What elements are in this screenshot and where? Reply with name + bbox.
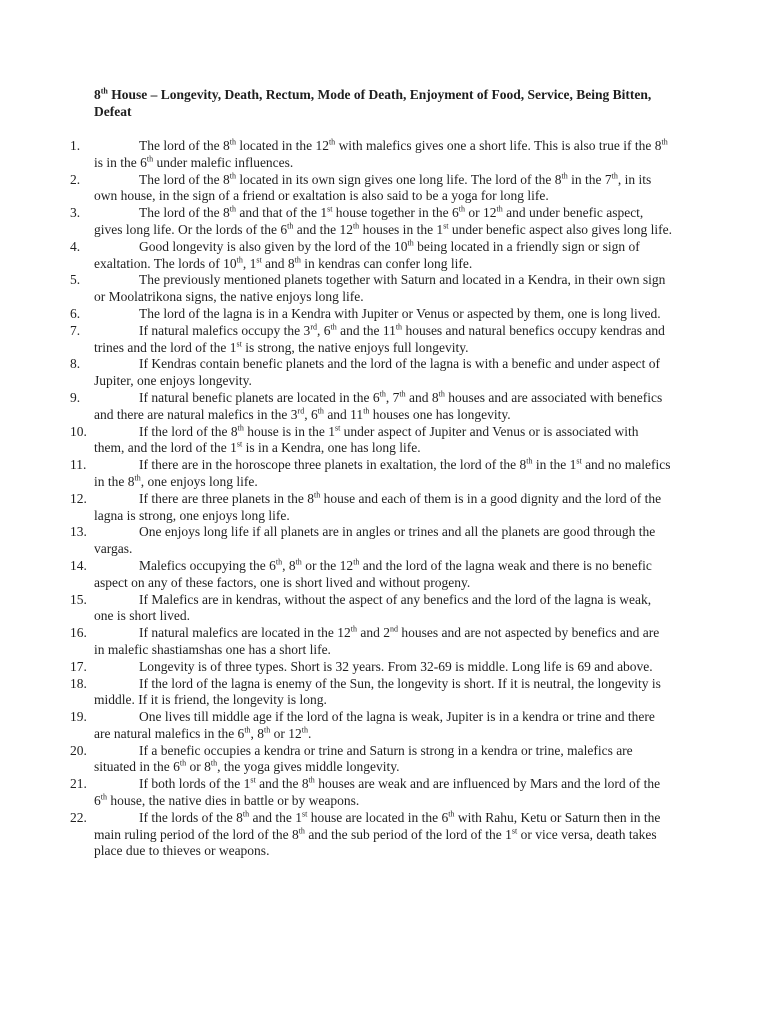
text-run: in kendras can confer long life. (300, 255, 473, 271)
list-item-number: 16. (70, 625, 87, 641)
list-item-text (94, 743, 672, 777)
ordinal-suffix: th (611, 171, 618, 181)
ordinal-suffix: st (250, 775, 256, 785)
text-run: houses are weak and are influenced by Mars and the lord of the 6 (94, 776, 661, 809)
list-item-number: 10. (70, 423, 87, 439)
text-run: One lives till middle age if the lord of the lagna is weak, Jupiter is in a kendra or trine and there are natural malefics in the 6 (94, 709, 655, 741)
list-item (0, 172, 768, 206)
text-run: house are located in the 6 (307, 809, 449, 825)
text-run: , 8 (282, 557, 296, 573)
list-item (0, 676, 768, 710)
ordinal-suffix: th (134, 473, 141, 483)
list-item-text (94, 776, 672, 810)
text-run: with Rahu, Ketu or Saturn then in the main ruling period of the lord of the 8 (94, 809, 661, 842)
text-run: Malefics occupying the 6 (139, 557, 276, 573)
text-run: located in its own sign gives one long life. The lord of the 8 (235, 171, 562, 187)
ordinal-suffix: rd (297, 406, 305, 416)
ordinal-suffix: th (236, 255, 243, 265)
list-item (0, 625, 768, 659)
text-run: If natural malefics occupy the 3 (139, 322, 311, 338)
ordinal-suffix: th (526, 456, 533, 466)
list-item-number: 18. (70, 675, 87, 691)
list-item (0, 138, 768, 172)
text-run: house, the native dies in battle or by weapons. (106, 793, 360, 809)
text-run: is strong, the native enjoys full longevity. (241, 339, 469, 355)
ordinal-suffix: th (242, 809, 250, 819)
text-run: and 8 (405, 389, 439, 405)
text-run: is in the 6 (94, 154, 147, 170)
text-run: with malefics gives one a short life. This is also true if the 8 (335, 138, 662, 153)
list-item-text (94, 659, 672, 676)
list-item (0, 390, 768, 424)
text-run: and the 1 (249, 809, 302, 825)
text-run: The lord of the lagna is in a Kendra with Jupiter or Venus or aspected by them, one is long lived. (139, 305, 661, 321)
list-item-text (94, 491, 672, 525)
list-item-text (94, 457, 672, 491)
text-run: If both lords of the 1 (139, 776, 251, 792)
text-run: One enjoys long life if all planets are in angles or trines and all the planets are good through the vargas. (94, 524, 656, 557)
ordinal-suffix: st (511, 826, 518, 836)
text-run: houses and natural benefics occupy kendras and trines and the lord of the 1 (94, 322, 665, 355)
text-run: , 6 (304, 406, 318, 422)
text-run: houses one has longevity. (369, 406, 511, 422)
list-item-number: 14. (70, 557, 87, 573)
ordinal-suffix: rd (310, 322, 317, 332)
ordinal-suffix: th (317, 406, 324, 416)
ordinal-suffix: st (301, 809, 308, 819)
list-item-number: 4. (70, 238, 81, 254)
ordinal-suffix: th (379, 389, 386, 399)
text-run: The previously mentioned planets together with Saturn and located in a Kendra, in their own sign or Moolatrikona signs, the native enjoys long life. (94, 272, 666, 305)
list-item (0, 323, 768, 357)
ordinal-suffix: th (661, 137, 668, 147)
ordinal-suffix: th (229, 204, 236, 214)
text-run: and the sub period of the lord of the 1 (304, 826, 512, 842)
text-run: If Kendras contain benefic planets and the lord of the lagna is with a benefic and under aspect of Jupiter, one enjoys longevity. (94, 356, 661, 389)
ordinal-suffix: th (353, 557, 360, 567)
list-item-number: 19. (70, 709, 87, 725)
list-item-number: 2. (70, 171, 81, 187)
ordinal-suffix: st (443, 221, 449, 231)
list-item (0, 306, 768, 323)
text-run: and the 12 (293, 221, 353, 237)
text-run: , 1 (242, 255, 257, 271)
list-item-number: 17. (70, 658, 87, 674)
heading-ordinal-suffix: th (100, 86, 108, 96)
list-item (0, 659, 768, 676)
text-run: under aspect of Jupiter and Venus or is associated with them, and the lord of the 1 (94, 423, 639, 456)
ordinal-suffix: th (395, 322, 403, 332)
text-run: The lord of the 8 (139, 138, 230, 153)
ordinal-suffix: st (334, 423, 341, 433)
text-run: or 8 (186, 759, 211, 775)
text-run: If there are in the horoscope three planets in exaltation, the lord of the 8 (139, 457, 527, 473)
list-item-number: 15. (70, 591, 87, 607)
text-run: and 11 (323, 406, 364, 422)
text-run: under benefic aspect also gives long life. (448, 221, 672, 237)
text-run: being located in a friendly sign or sign of exaltation. The lords of 10 (94, 238, 640, 271)
text-run: If the lord of the lagna is enemy of the Sun, the longevity is short. If it is neutral, the longevity is middle. If it is friend, the longevity is long. (94, 675, 661, 708)
list-item-text (94, 172, 672, 206)
list-item-text (94, 676, 672, 710)
list-item (0, 709, 768, 743)
ordinal-suffix: nd (390, 624, 399, 634)
text-run: and 2 (357, 625, 391, 641)
ordinal-suffix: th (210, 758, 218, 768)
list-item-text (94, 239, 672, 273)
text-run: or vice versa, death takes place due to thieves or weapons. (94, 826, 657, 859)
list-item-number: 1. (70, 138, 81, 153)
list-item-text (94, 709, 672, 743)
text-run: If a benefic occupies a kendra or trine and Saturn is strong in a kendra or trine, malefics are situated in the 6 (94, 742, 633, 775)
list-item (0, 424, 768, 458)
ordinal-suffix: th (294, 255, 301, 265)
ordinal-suffix: th (496, 204, 503, 214)
text-run: and the 11 (336, 322, 396, 338)
ordinal-suffix: th (295, 557, 302, 567)
list-item (0, 457, 768, 491)
ordinal-suffix: st (236, 339, 242, 349)
list-item (0, 743, 768, 777)
ordinal-suffix: th (363, 406, 370, 416)
ordinal-suffix: th (100, 792, 107, 802)
list-item (0, 776, 768, 810)
text-run: Good longevity is also given by the lord of the 10 (139, 238, 408, 254)
heading-number: 8 (94, 87, 101, 102)
list-item-number: 21. (70, 776, 87, 792)
text-run: under malefic influences. (153, 154, 294, 170)
ordinal-suffix: th (298, 826, 305, 836)
ordinal-suffix: th (399, 389, 406, 399)
list-item-number: 20. (70, 742, 87, 758)
ordinal-suffix: th (287, 221, 294, 231)
text-run: The lord of the 8 (139, 171, 230, 187)
list-item-number: 3. (70, 205, 81, 221)
text-run: houses and are associated with benefics and there are natural malefics in the 3 (94, 389, 663, 422)
text-run: house together in the 6 (332, 205, 459, 221)
text-run: If natural malefics are located in the 12 (139, 625, 351, 641)
text-run: houses and are not aspected by benefics and are in malefic shastiamshas one has a short life. (94, 625, 660, 657)
list-item-number: 6. (70, 305, 81, 321)
list-item-text (94, 592, 672, 626)
text-run: If the lords of the 8 (139, 809, 243, 825)
ordinal-suffix: th (301, 725, 309, 735)
text-run: houses in the 1 (359, 221, 444, 237)
list-item-text (94, 205, 672, 239)
list-item (0, 205, 768, 239)
list-item-number: 7. (70, 322, 81, 338)
list-item-number: 12. (70, 490, 87, 506)
list-item-text (94, 306, 672, 323)
ordinal-suffix: th (308, 775, 315, 785)
heading-title: House – Longevity, Death, Rectum, Mode of Death, Enjoyment of Food, Service, Being Bitten, Defeat (94, 87, 652, 119)
ordinal-suffix: th (314, 490, 321, 500)
list-item-number: 11. (70, 457, 87, 473)
ordinal-suffix: th (146, 154, 154, 164)
list-item-text (94, 356, 672, 390)
list-item-text (94, 625, 672, 659)
list-item-number: 9. (70, 389, 81, 405)
list-item-number: 5. (70, 272, 81, 288)
text-run: and that of the 1 (235, 205, 328, 221)
list-item-text (94, 558, 672, 592)
text-run: The lord of the 8 (139, 205, 230, 221)
ordinal-suffix: th (328, 137, 336, 147)
ordinal-suffix: th (352, 221, 360, 231)
ordinal-suffix: th (244, 725, 251, 735)
text-run: house and each of them is in a good dignity and the lord of the lagna is strong, one enjoys long life. (94, 490, 662, 523)
ordinal-suffix: th (407, 238, 414, 248)
ordinal-suffix: st (236, 439, 243, 449)
text-run: Longevity is of three types. Short is 32 years. From 32-69 is middle. Long life is 69 and above. (139, 658, 653, 674)
list-item-text (94, 390, 672, 424)
text-run: and no malefics in the 8 (94, 457, 671, 489)
list-item-number: 8. (70, 356, 81, 372)
section-heading (94, 86, 674, 120)
text-run: is in a Kendra, one has long life. (242, 440, 421, 456)
text-run: in the 7 (567, 171, 612, 187)
text-run: If there are three planets in the 8 (139, 490, 315, 506)
list-item-text (94, 424, 672, 458)
list-item (0, 272, 768, 306)
text-run: , one enjoys long life. (140, 473, 258, 489)
list-item (0, 592, 768, 626)
text-run: or the 12 (301, 557, 354, 573)
ordinal-suffix: th (448, 809, 455, 819)
ordinal-suffix: th (264, 725, 271, 735)
text-run: located in the 12 (235, 138, 329, 153)
text-run: , in its own house, in the sign of a friend or exaltation is also said to be a yoga for long life. (94, 171, 652, 204)
text-run: and under benefic aspect, gives long life. Or the lords of the 6 (94, 205, 644, 237)
text-run: house is in the 1 (243, 423, 335, 439)
text-run: or 12 (270, 725, 302, 741)
text-run: , the yoga gives middle longevity. (217, 759, 400, 775)
ordinal-suffix: th (438, 389, 445, 399)
list-item-text (94, 272, 672, 306)
list-item (0, 491, 768, 525)
ordinal-suffix: th (561, 171, 568, 181)
list-item-number: 13. (70, 524, 87, 540)
list-item-text (94, 323, 672, 357)
text-run: or 12 (465, 205, 497, 221)
text-run: and the 8 (255, 776, 309, 792)
ordinal-suffix: th (229, 171, 236, 181)
list-item (0, 239, 768, 273)
text-run: and the lord of the lagna weak and there is no benefic aspect on any of these factors, one is short lived and without progeny. (94, 557, 652, 590)
list-item (0, 558, 768, 592)
list-item (0, 810, 768, 860)
ordinal-suffix: th (330, 322, 337, 332)
ordinal-suffix: th (237, 423, 244, 433)
text-run: , 8 (250, 725, 265, 741)
text-run: If natural benefic planets are located in the 6 (139, 389, 380, 405)
ordinal-suffix: th (229, 137, 236, 147)
ordinal-suffix: th (179, 758, 187, 768)
list-item-text (94, 524, 672, 558)
ordinal-suffix: st (256, 255, 262, 265)
list-item-text (94, 138, 672, 172)
rules-list (0, 138, 768, 860)
list-item-number: 22. (70, 809, 87, 825)
ordinal-suffix: th (458, 204, 466, 214)
list-item (0, 356, 768, 390)
text-run: in the 1 (532, 457, 577, 473)
text-run: and 8 (261, 255, 295, 271)
text-run: , 6 (316, 322, 331, 338)
ordinal-suffix: st (576, 456, 582, 466)
list-item-text (94, 810, 672, 860)
text-run: If the lord of the 8 (139, 423, 238, 439)
list-item (0, 524, 768, 558)
text-run: . (308, 725, 312, 741)
text-run: If Malefics are in kendras, without the aspect of any benefics and the lord of the lagna is weak, one is short lived. (94, 591, 652, 624)
ordinal-suffix: st (327, 204, 333, 214)
ordinal-suffix: th (275, 557, 283, 567)
ordinal-suffix: th (350, 624, 358, 634)
text-run: , 7 (385, 389, 400, 405)
